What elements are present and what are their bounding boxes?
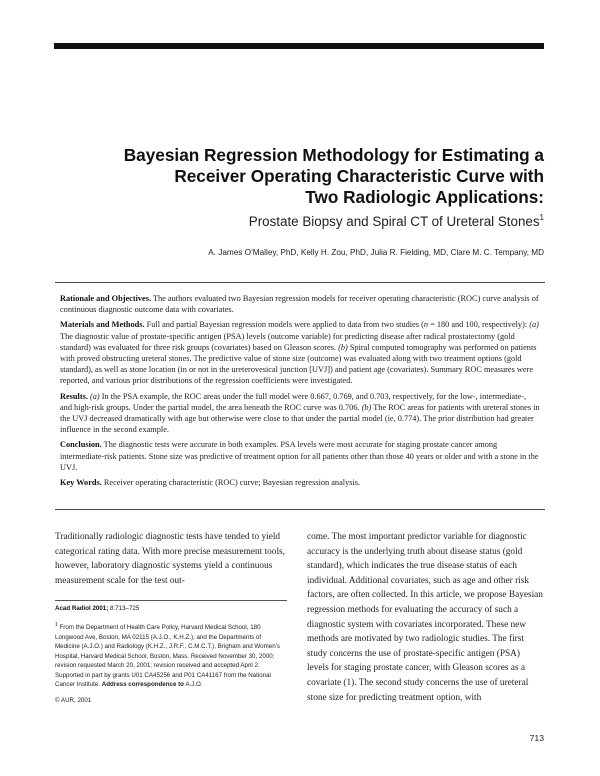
abstract-keywords	[60, 477, 540, 488]
page-number: 713	[529, 733, 544, 743]
subtitle-text: Prostate Biopsy and Spiral CT of Ureteral Stones	[248, 214, 540, 229]
abstract-methods	[60, 319, 540, 386]
author-list: A. James O’Malley, PhD, Kelly H. Zou, PhD, Julia R. Fielding, MD, Clare M. C. Tempany, MD	[208, 248, 544, 257]
abstract-rationale	[60, 293, 540, 315]
keywords-text: Receiver operating characteristic (ROC) curve; Bayesian regression analysis.	[103, 478, 361, 488]
results-label-a: (a)	[89, 391, 100, 401]
article-title	[44, 145, 544, 231]
methods-text-d: Spiral computed tomography was performed on patients with proved obstructing ureteral stones. The predictive value of stone size (outcome) was evaluated along with two treatment options (gold standard), as well as stone location (in or not in the ureterovesical junction [UVJ]) and patient age (covariates). Summary ROC measures were reported, and various prior distributions of the regression coefficients were investigated.	[60, 342, 537, 386]
conclusion-text: The diagnostic tests were accurate in both examples. PSA levels were most accurate for staging prostate cancer among intermediate-risk patients. Stone size was predictive of treatment option for all patients other than those 40 years or older and with a stone in the UVJ.	[60, 440, 539, 472]
title-line-2: Receiver Operating Characteristic Curve with	[174, 166, 544, 186]
methods-heading: Materials and Methods.	[60, 320, 145, 330]
body-column-left	[55, 530, 287, 588]
affiliation-mark: 1	[55, 622, 58, 628]
article-subtitle	[44, 209, 544, 231]
methods-text-b: = 180 and 100, respectively):	[428, 320, 530, 330]
abstract-box	[55, 282, 545, 510]
footnote-rule	[55, 600, 287, 601]
journal-pages: 8:713–725	[108, 605, 140, 612]
title-line-3: Two Radiologic Applications:	[305, 187, 544, 207]
journal-name: Acad Radiol 2001;	[55, 605, 109, 612]
affiliation-text: From the Department of Health Care Policy, Harvard Medical School, 180 Longwood Ave, Boston, MA 02115 (A.J.O., K.H.Z.); and the Departments of Medicine (A.J.O.) and Radiology (K.H.Z., J.R.F., C.M.C.T.), Brigham and Women’s Hospital, Harvard Medical School, Boston, Mass. Received November 30, 2000; revision requested March 20, 2001; revision received and accepted April 2. Supported in part by grants U01 CA45256 and P01 CA41167 from the National Cancer Institute.	[55, 624, 280, 689]
rationale-text: The authors evaluated two Bayesian regression models for receiver operating characteristic (ROC) curve analysis of continuous diagnostic outcome data with covariates.	[60, 294, 539, 315]
journal-citation	[55, 604, 287, 613]
methods-text-a: Full and partial Bayesian regression models were applied to data from two studies (	[146, 320, 424, 330]
affiliation-footnote	[55, 621, 287, 690]
copyright-notice: © AUR, 2001	[55, 696, 92, 704]
conclusion-heading: Conclusion.	[60, 440, 102, 450]
methods-n: n	[423, 320, 428, 330]
abstract-results	[60, 391, 540, 436]
results-heading: Results.	[60, 391, 88, 401]
top-rule	[54, 43, 544, 49]
footnotes	[55, 604, 287, 711]
body-paragraph-left: Traditionally radiologic diagnostic tests have tended to yield categorical rating data. With more precise measurement tools, however, laboratory diagnostic systems yield a continuous measurement scale for the test out-	[55, 532, 285, 586]
methods-label-a: (a)	[529, 320, 539, 330]
subtitle-footnote-mark: 1	[539, 213, 544, 222]
body-paragraph-right: come. The most important predictor variable for diagnostic accuracy is the underlying truth about disease status (gold standard), which indicates the true disease status of each individual. Additional covariates, such as age and other risk factors, are often collected. In this article, we propose Bayesian regression methods for evaluating the accuracy of such a diagnostic system with covariates incorporated. These new methods are motivated by two radiologic studies. The first study concerns the use of prostate-specific antigen (PSA) levels for staging prostate cancer, with Gleason scores as a covariate (1). The second study concerns the use of ureteral stone size for predicting treatment option, with	[307, 532, 543, 703]
keywords-heading: Key Words.	[60, 478, 102, 488]
methods-text-c: The diagnostic value of prostate-specific antigen (PSA) levels (outcome variable) for predicting disease after radical prostatectomy (gold standard) was evaluated for three risk groups (covariates) based on Gleason scores.	[60, 331, 515, 352]
results-text-a: In the PSA example, the ROC areas under the full model were 0.667, 0.769, and 0.703, respectively, for the low-, intermediate-, and high-risk groups. Under the partial model, the area beneath the ROC curve was 0.706.	[60, 391, 527, 412]
body-column-right	[307, 530, 543, 705]
address-label: Address correspondence to	[101, 681, 184, 689]
abstract-conclusion	[60, 439, 540, 473]
results-label-b: (b)	[361, 402, 372, 412]
results-text-b: The ROC areas for patients with ureteral stones in the UVJ decreased dramatically with age but otherwise were close to that under the partial model (ie, 0.774). The prior distribution had greater influence in the second example.	[60, 402, 540, 435]
rationale-heading: Rationale and Objectives.	[60, 294, 152, 303]
address-tail: A.J.O.	[183, 681, 203, 689]
title-line-1: Bayesian Regression Methodology for Estimating a	[123, 145, 544, 165]
methods-label-b: (b)	[338, 342, 348, 352]
